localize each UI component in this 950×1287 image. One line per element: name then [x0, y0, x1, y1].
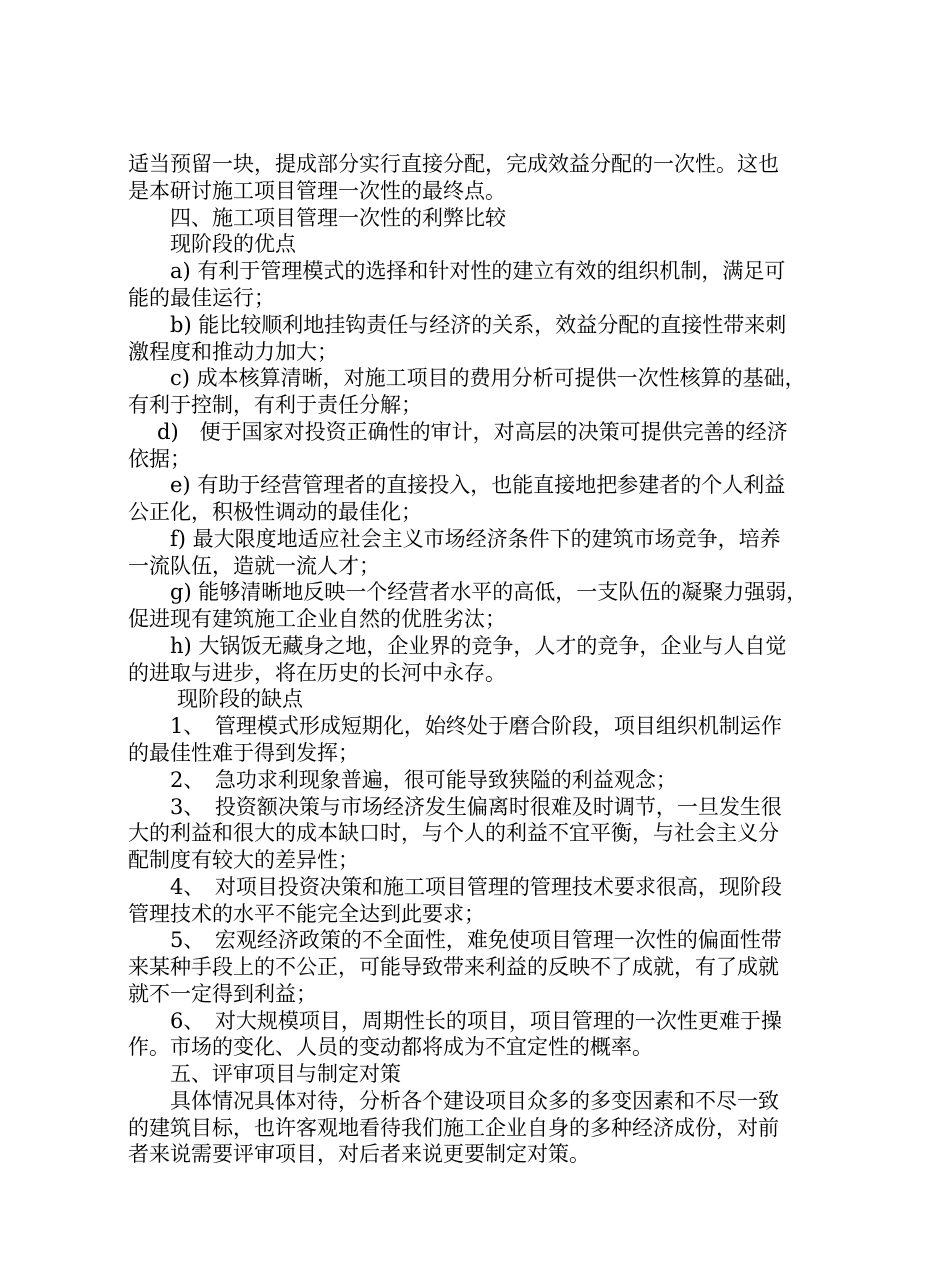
list-item-line: 3、 投资额决策与市场经济发生偏离时很难及时调节，一旦发生很	[170, 795, 782, 819]
section-heading: 四、施工项目管理一次性的利弊比较	[170, 206, 506, 230]
list-item-line: 就不一定得到利益；	[128, 982, 317, 1006]
list-item-line: 配制度有较大的差异性；	[128, 848, 359, 872]
paragraph-line: 适当预留一块，提成部分实行直接分配，完成效益分配的一次性。这也	[128, 152, 779, 176]
list-item-line: d) 便于国家对投资正确性的审计，对高层的决策可提供完善的经济	[157, 420, 788, 444]
paragraph-line: 具体情况具体对待，分析各个建设项目众多的多变因素和不尽一致	[170, 1089, 779, 1113]
list-item-line: 作。市场的变化、人员的变动都将成为不宜定性的概率。	[128, 1035, 653, 1059]
list-item-line: 4、 对项目投资决策和施工项目管理的管理技术要求很高，现阶段	[170, 875, 782, 899]
list-item-line: 2、 急功求利现象普遍，很可能导致狭隘的利益观念；	[170, 768, 677, 792]
list-item-line: g) 能够清晰地反映一个经营者水平的高低，一支队伍的凝聚力强弱，	[170, 580, 808, 604]
list-item-line: 激程度和推动力加大；	[128, 340, 338, 364]
list-item-line: 的最佳性难于得到发挥；	[128, 741, 359, 765]
list-item-line: 6、 对大规模项目，周期性长的项目，项目管理的一次性更难于操	[170, 1009, 782, 1033]
list-item-line: 大的利益和很大的成本缺口时，与个人的利益不宜平衡，与社会主义分	[128, 821, 779, 845]
list-item-line: 的进取与进步，将在历史的长河中永存。	[128, 661, 506, 685]
list-item-line: c) 成本核算清晰，对施工项目的费用分析可提供一次性核算的基础，	[170, 366, 806, 390]
list-item-line: 一流队伍，造就一流人才；	[128, 554, 380, 578]
subsection-heading: 现阶段的优点	[170, 232, 296, 256]
subsection-heading: 现阶段的缺点	[177, 687, 303, 711]
list-item-line: a) 有利于管理模式的选择和针对性的建立有效的组织机制，满足可	[170, 259, 786, 283]
paragraph-line: 是本研讨施工项目管理一次性的最终点。	[128, 179, 506, 203]
list-item-line: f) 最大限度地适应社会主义市场经济条件下的建筑市场竞争，培养	[170, 527, 781, 551]
list-item-line: 有利于控制，有利于责任分解；	[128, 393, 422, 417]
list-item-line: 1、 管理模式形成短期化，始终处于磨合阶段，项目组织机制运作	[170, 714, 782, 738]
list-item-line: 公正化，积极性调动的最佳化；	[128, 500, 422, 524]
list-item-line: 能的最佳运行；	[128, 286, 275, 310]
paragraph-line: 的建筑目标，也许客观地看待我们施工企业自身的多种经济成份，对前	[128, 1116, 779, 1140]
list-item-line: 管理技术的水平不能完全达到此要求；	[128, 902, 485, 926]
list-item-line: 来某种手段上的不公正，可能导致带来利益的反映不了成就，有了成就	[128, 955, 779, 979]
section-heading: 五、评审项目与制定对策	[170, 1062, 401, 1086]
list-item-line: b) 能比较顺利地挂钩责任与经济的关系，效益分配的直接性带来刺	[170, 313, 787, 337]
list-item-line: 促进现有建筑施工企业自然的优胜劣汰；	[128, 607, 506, 631]
paragraph-line: 者来说需要评审项目，对后者来说更要制定对策。	[128, 1142, 590, 1166]
list-item-line: h) 大锅饭无藏身之地，企业界的竞争，人才的竞争，企业与人自觉	[170, 634, 787, 658]
list-item-line: 5、 宏观经济政策的不全面性，难免使项目管理一次性的偏面性带	[170, 928, 782, 952]
list-item-line: 依据；	[128, 447, 191, 471]
list-item-line: e) 有助于经营管理者的直接投入，也能直接地把参建者的个人利益	[170, 473, 786, 497]
